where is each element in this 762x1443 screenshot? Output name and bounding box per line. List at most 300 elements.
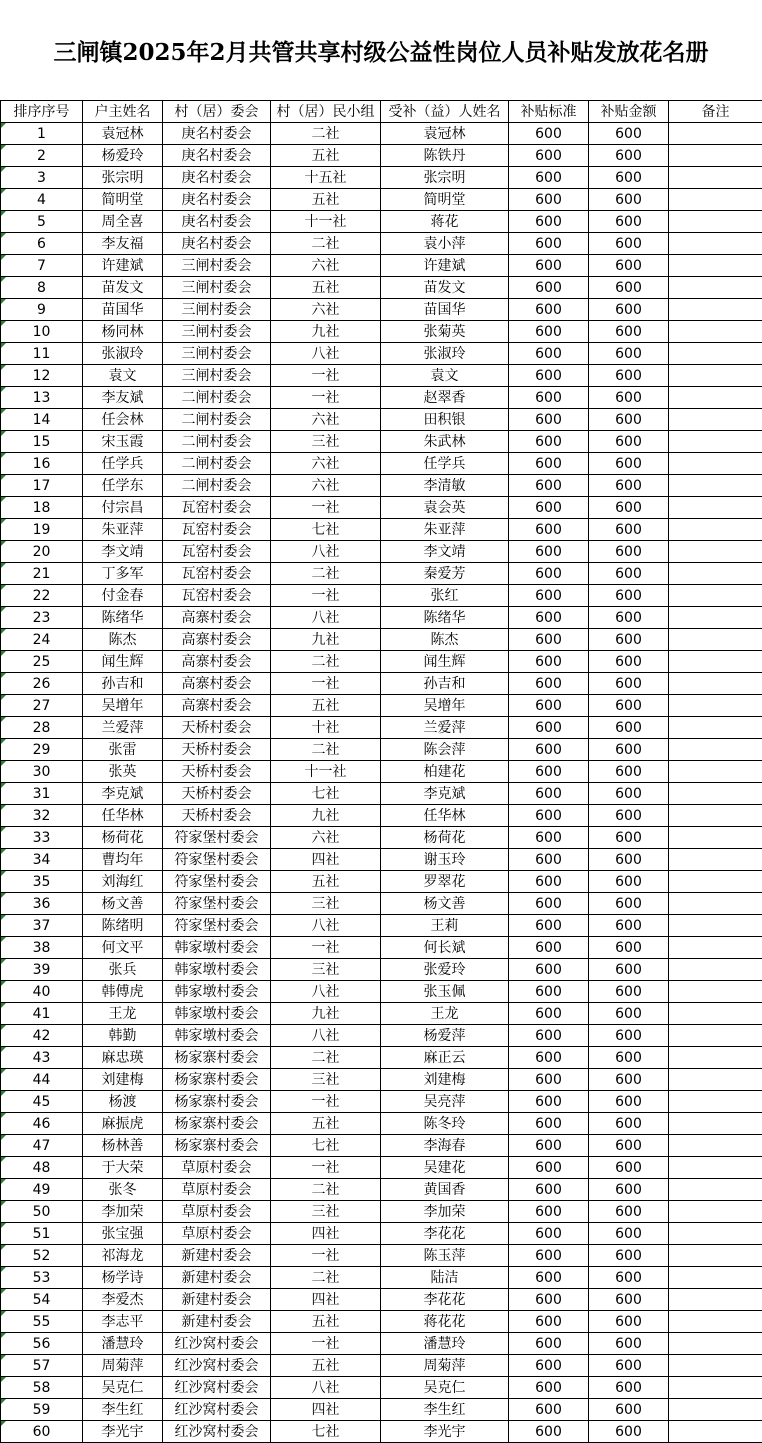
standard-cell: 600 — [509, 189, 589, 211]
table-row — [1, 1311, 762, 1333]
recipient-cell: 李生红 — [381, 1399, 509, 1421]
committee-cell: 庚名村委会 — [163, 211, 271, 233]
amount-cell: 600 — [589, 761, 669, 783]
column-header: 受补（益）人姓名 — [381, 101, 509, 123]
amount-cell: 600 — [589, 299, 669, 321]
householder-cell: 丁多军 — [83, 563, 163, 585]
recipient-cell: 袁会英 — [381, 497, 509, 519]
standard-cell: 600 — [509, 695, 589, 717]
amount-cell: 600 — [589, 585, 669, 607]
seq-cell: 42 — [1, 1025, 83, 1047]
standard-cell: 600 — [509, 1069, 589, 1091]
recipient-cell: 赵翠香 — [381, 387, 509, 409]
standard-cell: 600 — [509, 1399, 589, 1421]
recipient-cell: 陈冬玲 — [381, 1113, 509, 1135]
remark-cell — [669, 541, 762, 563]
group-cell: 八社 — [271, 915, 381, 937]
recipient-cell: 杨文善 — [381, 893, 509, 915]
remark-cell — [669, 519, 762, 541]
committee-cell: 符家堡村委会 — [163, 871, 271, 893]
seq-cell: 1 — [1, 123, 83, 145]
standard-cell: 600 — [509, 937, 589, 959]
seq-cell: 24 — [1, 629, 83, 651]
remark-cell — [669, 365, 762, 387]
remark-cell — [669, 651, 762, 673]
table-row — [1, 585, 762, 607]
householder-cell: 李友斌 — [83, 387, 163, 409]
group-cell: 二社 — [271, 651, 381, 673]
remark-cell — [669, 805, 762, 827]
group-cell: 四社 — [271, 849, 381, 871]
group-cell: 二社 — [271, 563, 381, 585]
page-title: 三闸镇2025年2月共管共享村级公益性岗位人员补贴发放花名册 — [0, 0, 762, 100]
standard-cell: 600 — [509, 1421, 589, 1443]
seq-cell: 3 — [1, 167, 83, 189]
table-row — [1, 1201, 762, 1223]
householder-cell: 李爱杰 — [83, 1289, 163, 1311]
committee-cell: 三闸村委会 — [163, 343, 271, 365]
remark-cell — [669, 849, 762, 871]
householder-cell: 吴克仁 — [83, 1377, 163, 1399]
seq-cell: 33 — [1, 827, 83, 849]
standard-cell: 600 — [509, 563, 589, 585]
householder-cell: 杨爱玲 — [83, 145, 163, 167]
standard-cell: 600 — [509, 1047, 589, 1069]
committee-cell: 高寨村委会 — [163, 607, 271, 629]
recipient-cell: 李海春 — [381, 1135, 509, 1157]
standard-cell: 600 — [509, 1267, 589, 1289]
group-cell: 一社 — [271, 365, 381, 387]
recipient-cell: 李克斌 — [381, 783, 509, 805]
column-header: 村（居）民小组 — [271, 101, 381, 123]
committee-cell: 红沙窝村委会 — [163, 1421, 271, 1443]
standard-cell: 600 — [509, 123, 589, 145]
householder-cell: 陈绪明 — [83, 915, 163, 937]
remark-cell — [669, 321, 762, 343]
remark-cell — [669, 255, 762, 277]
seq-cell: 23 — [1, 607, 83, 629]
group-cell: 一社 — [271, 497, 381, 519]
seq-cell: 15 — [1, 431, 83, 453]
remark-cell — [669, 387, 762, 409]
recipient-cell: 田积银 — [381, 409, 509, 431]
amount-cell: 600 — [589, 871, 669, 893]
seq-cell: 4 — [1, 189, 83, 211]
amount-cell: 600 — [589, 673, 669, 695]
remark-cell — [669, 1091, 762, 1113]
committee-cell: 韩家墩村委会 — [163, 959, 271, 981]
recipient-cell: 陈铁丹 — [381, 145, 509, 167]
householder-cell: 王龙 — [83, 1003, 163, 1025]
table-row — [1, 761, 762, 783]
standard-cell: 600 — [509, 497, 589, 519]
committee-cell: 庚名村委会 — [163, 167, 271, 189]
standard-cell: 600 — [509, 519, 589, 541]
standard-cell: 600 — [509, 1157, 589, 1179]
recipient-cell: 陈绪华 — [381, 607, 509, 629]
householder-cell: 许建斌 — [83, 255, 163, 277]
remark-cell — [669, 1179, 762, 1201]
householder-cell: 杨文善 — [83, 893, 163, 915]
seq-cell: 31 — [1, 783, 83, 805]
householder-cell: 周菊萍 — [83, 1355, 163, 1377]
committee-cell: 符家堡村委会 — [163, 849, 271, 871]
recipient-cell: 潘慧玲 — [381, 1333, 509, 1355]
remark-cell — [669, 1113, 762, 1135]
householder-cell: 苗国华 — [83, 299, 163, 321]
table-row — [1, 1399, 762, 1421]
table-row — [1, 1135, 762, 1157]
standard-cell: 600 — [509, 1201, 589, 1223]
standard-cell: 600 — [509, 1179, 589, 1201]
remark-cell — [669, 299, 762, 321]
group-cell: 十一社 — [271, 761, 381, 783]
committee-cell: 高寨村委会 — [163, 651, 271, 673]
seq-cell: 51 — [1, 1223, 83, 1245]
column-header: 排序序号 — [1, 101, 83, 123]
seq-cell: 58 — [1, 1377, 83, 1399]
standard-cell: 600 — [509, 409, 589, 431]
remark-cell — [669, 1223, 762, 1245]
seq-cell: 56 — [1, 1333, 83, 1355]
amount-cell: 600 — [589, 1333, 669, 1355]
seq-cell: 60 — [1, 1421, 83, 1443]
seq-cell: 41 — [1, 1003, 83, 1025]
seq-cell: 32 — [1, 805, 83, 827]
householder-cell: 杨渡 — [83, 1091, 163, 1113]
amount-cell: 600 — [589, 1135, 669, 1157]
remark-cell — [669, 1025, 762, 1047]
standard-cell: 600 — [509, 871, 589, 893]
table-row — [1, 277, 762, 299]
recipient-cell: 苗国华 — [381, 299, 509, 321]
householder-cell: 宋玉霞 — [83, 431, 163, 453]
table-row — [1, 497, 762, 519]
amount-cell: 600 — [589, 607, 669, 629]
standard-cell: 600 — [509, 145, 589, 167]
table-row — [1, 321, 762, 343]
standard-cell: 600 — [509, 607, 589, 629]
seq-cell: 53 — [1, 1267, 83, 1289]
table-row — [1, 1333, 762, 1355]
standard-cell: 600 — [509, 1025, 589, 1047]
recipient-cell: 柏建花 — [381, 761, 509, 783]
seq-cell: 54 — [1, 1289, 83, 1311]
seq-cell: 12 — [1, 365, 83, 387]
remark-cell — [669, 607, 762, 629]
amount-cell: 600 — [589, 1003, 669, 1025]
table-row — [1, 343, 762, 365]
amount-cell: 600 — [589, 409, 669, 431]
recipient-cell: 许建斌 — [381, 255, 509, 277]
committee-cell: 三闸村委会 — [163, 321, 271, 343]
table-row — [1, 1157, 762, 1179]
group-cell: 四社 — [271, 1223, 381, 1245]
standard-cell: 600 — [509, 233, 589, 255]
remark-cell — [669, 453, 762, 475]
column-header: 备注 — [669, 101, 762, 123]
table-row — [1, 959, 762, 981]
householder-cell: 李克斌 — [83, 783, 163, 805]
seq-cell: 13 — [1, 387, 83, 409]
seq-cell: 44 — [1, 1069, 83, 1091]
table-row — [1, 981, 762, 1003]
recipient-cell: 吴建花 — [381, 1157, 509, 1179]
standard-cell: 600 — [509, 1091, 589, 1113]
committee-cell: 符家堡村委会 — [163, 893, 271, 915]
seq-cell: 43 — [1, 1047, 83, 1069]
table-row — [1, 871, 762, 893]
recipient-cell: 王龙 — [381, 1003, 509, 1025]
group-cell: 一社 — [271, 1245, 381, 1267]
amount-cell: 600 — [589, 321, 669, 343]
seq-cell: 26 — [1, 673, 83, 695]
group-cell: 八社 — [271, 607, 381, 629]
remark-cell — [669, 1399, 762, 1421]
table-row — [1, 1223, 762, 1245]
recipient-cell: 张爱玲 — [381, 959, 509, 981]
table-row — [1, 893, 762, 915]
amount-cell: 600 — [589, 783, 669, 805]
standard-cell: 600 — [509, 673, 589, 695]
table-row — [1, 739, 762, 761]
standard-cell: 600 — [509, 387, 589, 409]
remark-cell — [669, 211, 762, 233]
remark-cell — [669, 739, 762, 761]
householder-cell: 陈绪华 — [83, 607, 163, 629]
amount-cell: 600 — [589, 1377, 669, 1399]
standard-cell: 600 — [509, 167, 589, 189]
group-cell: 七社 — [271, 1421, 381, 1443]
standard-cell: 600 — [509, 893, 589, 915]
recipient-cell: 李加荣 — [381, 1201, 509, 1223]
group-cell: 七社 — [271, 519, 381, 541]
committee-cell: 瓦窑村委会 — [163, 563, 271, 585]
householder-cell: 于大荣 — [83, 1157, 163, 1179]
recipient-cell: 张红 — [381, 585, 509, 607]
remark-cell — [669, 1333, 762, 1355]
seq-cell: 18 — [1, 497, 83, 519]
householder-cell: 付宗昌 — [83, 497, 163, 519]
group-cell: 六社 — [271, 409, 381, 431]
column-header: 补贴金额 — [589, 101, 669, 123]
table-row — [1, 1069, 762, 1091]
group-cell: 二社 — [271, 1267, 381, 1289]
seq-cell: 49 — [1, 1179, 83, 1201]
committee-cell: 瓦窑村委会 — [163, 541, 271, 563]
table-row — [1, 1113, 762, 1135]
table-row — [1, 431, 762, 453]
recipient-cell: 蒋花花 — [381, 1311, 509, 1333]
amount-cell: 600 — [589, 277, 669, 299]
table-row — [1, 189, 762, 211]
householder-cell: 祁海龙 — [83, 1245, 163, 1267]
group-cell: 八社 — [271, 1377, 381, 1399]
householder-cell: 李文靖 — [83, 541, 163, 563]
recipient-cell: 李清敏 — [381, 475, 509, 497]
householder-cell: 张宗明 — [83, 167, 163, 189]
table-row — [1, 827, 762, 849]
remark-cell — [669, 1377, 762, 1399]
seq-cell: 40 — [1, 981, 83, 1003]
roster-table — [0, 100, 762, 1443]
standard-cell: 600 — [509, 321, 589, 343]
amount-cell: 600 — [589, 739, 669, 761]
recipient-cell: 罗翠花 — [381, 871, 509, 893]
standard-cell: 600 — [509, 1333, 589, 1355]
committee-cell: 杨家寨村委会 — [163, 1091, 271, 1113]
group-cell: 一社 — [271, 387, 381, 409]
recipient-cell: 陆洁 — [381, 1267, 509, 1289]
seq-cell: 11 — [1, 343, 83, 365]
remark-cell — [669, 233, 762, 255]
recipient-cell: 周菊萍 — [381, 1355, 509, 1377]
committee-cell: 瓦窑村委会 — [163, 497, 271, 519]
householder-cell: 韩傅虎 — [83, 981, 163, 1003]
group-cell: 九社 — [271, 629, 381, 651]
amount-cell: 600 — [589, 189, 669, 211]
committee-cell: 天桥村委会 — [163, 761, 271, 783]
standard-cell: 600 — [509, 211, 589, 233]
amount-cell: 600 — [589, 145, 669, 167]
recipient-cell: 李文靖 — [381, 541, 509, 563]
remark-cell — [669, 1267, 762, 1289]
group-cell: 五社 — [271, 1113, 381, 1135]
amount-cell: 600 — [589, 123, 669, 145]
recipient-cell: 王莉 — [381, 915, 509, 937]
group-cell: 五社 — [271, 189, 381, 211]
amount-cell: 600 — [589, 695, 669, 717]
group-cell: 一社 — [271, 1333, 381, 1355]
group-cell: 六社 — [271, 299, 381, 321]
committee-cell: 高寨村委会 — [163, 695, 271, 717]
remark-cell — [669, 409, 762, 431]
remark-cell — [669, 871, 762, 893]
group-cell: 三社 — [271, 1069, 381, 1091]
table-row — [1, 1179, 762, 1201]
recipient-cell: 陈会萍 — [381, 739, 509, 761]
committee-cell: 草原村委会 — [163, 1179, 271, 1201]
table-row — [1, 1267, 762, 1289]
standard-cell: 600 — [509, 365, 589, 387]
householder-cell: 李生红 — [83, 1399, 163, 1421]
householder-cell: 张雷 — [83, 739, 163, 761]
table-row — [1, 783, 762, 805]
amount-cell: 600 — [589, 981, 669, 1003]
householder-cell: 曹均年 — [83, 849, 163, 871]
group-cell: 二社 — [271, 739, 381, 761]
group-cell: 一社 — [271, 1157, 381, 1179]
amount-cell: 600 — [589, 629, 669, 651]
table-row — [1, 409, 762, 431]
seq-cell: 47 — [1, 1135, 83, 1157]
group-cell: 七社 — [271, 783, 381, 805]
committee-cell: 杨家寨村委会 — [163, 1069, 271, 1091]
remark-cell — [669, 167, 762, 189]
recipient-cell: 张宗明 — [381, 167, 509, 189]
table-row — [1, 123, 762, 145]
standard-cell: 600 — [509, 343, 589, 365]
recipient-cell: 杨荷花 — [381, 827, 509, 849]
committee-cell: 庚名村委会 — [163, 123, 271, 145]
seq-cell: 59 — [1, 1399, 83, 1421]
amount-cell: 600 — [589, 211, 669, 233]
group-cell: 三社 — [271, 1201, 381, 1223]
amount-cell: 600 — [589, 1069, 669, 1091]
standard-cell: 600 — [509, 805, 589, 827]
table-row — [1, 1003, 762, 1025]
group-cell: 二社 — [271, 233, 381, 255]
seq-cell: 21 — [1, 563, 83, 585]
householder-cell: 张兵 — [83, 959, 163, 981]
standard-cell: 600 — [509, 1289, 589, 1311]
amount-cell: 600 — [589, 365, 669, 387]
group-cell: 八社 — [271, 343, 381, 365]
remark-cell — [669, 761, 762, 783]
recipient-cell: 陈玉萍 — [381, 1245, 509, 1267]
remark-cell — [669, 145, 762, 167]
committee-cell: 杨家寨村委会 — [163, 1135, 271, 1157]
recipient-cell: 张淑玲 — [381, 343, 509, 365]
recipient-cell: 何长斌 — [381, 937, 509, 959]
recipient-cell: 谢玉玲 — [381, 849, 509, 871]
standard-cell: 600 — [509, 1113, 589, 1135]
recipient-cell: 任华林 — [381, 805, 509, 827]
standard-cell: 600 — [509, 1245, 589, 1267]
group-cell: 四社 — [271, 1289, 381, 1311]
householder-cell: 陈杰 — [83, 629, 163, 651]
group-cell: 二社 — [271, 1047, 381, 1069]
recipient-cell: 黄国香 — [381, 1179, 509, 1201]
committee-cell: 天桥村委会 — [163, 739, 271, 761]
group-cell: 八社 — [271, 981, 381, 1003]
seq-cell: 25 — [1, 651, 83, 673]
householder-cell: 付金春 — [83, 585, 163, 607]
householder-cell: 袁文 — [83, 365, 163, 387]
recipient-cell: 朱亚萍 — [381, 519, 509, 541]
group-cell: 二社 — [271, 123, 381, 145]
column-header: 补贴标准 — [509, 101, 589, 123]
standard-cell: 600 — [509, 431, 589, 453]
remark-cell — [669, 563, 762, 585]
recipient-cell: 任学兵 — [381, 453, 509, 475]
remark-cell — [669, 475, 762, 497]
recipient-cell: 蒋花 — [381, 211, 509, 233]
remark-cell — [669, 1355, 762, 1377]
recipient-cell: 李光宇 — [381, 1421, 509, 1443]
amount-cell: 600 — [589, 1201, 669, 1223]
committee-cell: 二闸村委会 — [163, 409, 271, 431]
seq-cell: 34 — [1, 849, 83, 871]
seq-cell: 8 — [1, 277, 83, 299]
standard-cell: 600 — [509, 827, 589, 849]
standard-cell: 600 — [509, 475, 589, 497]
householder-cell: 李友福 — [83, 233, 163, 255]
recipient-cell: 朱武林 — [381, 431, 509, 453]
committee-cell: 天桥村委会 — [163, 783, 271, 805]
recipient-cell: 李花花 — [381, 1223, 509, 1245]
householder-cell: 任会林 — [83, 409, 163, 431]
remark-cell — [669, 1069, 762, 1091]
recipient-cell: 袁小萍 — [381, 233, 509, 255]
amount-cell: 600 — [589, 1113, 669, 1135]
recipient-cell: 苗发文 — [381, 277, 509, 299]
remark-cell — [669, 343, 762, 365]
remark-cell — [669, 123, 762, 145]
group-cell: 一社 — [271, 585, 381, 607]
remark-cell — [669, 673, 762, 695]
table-row — [1, 805, 762, 827]
